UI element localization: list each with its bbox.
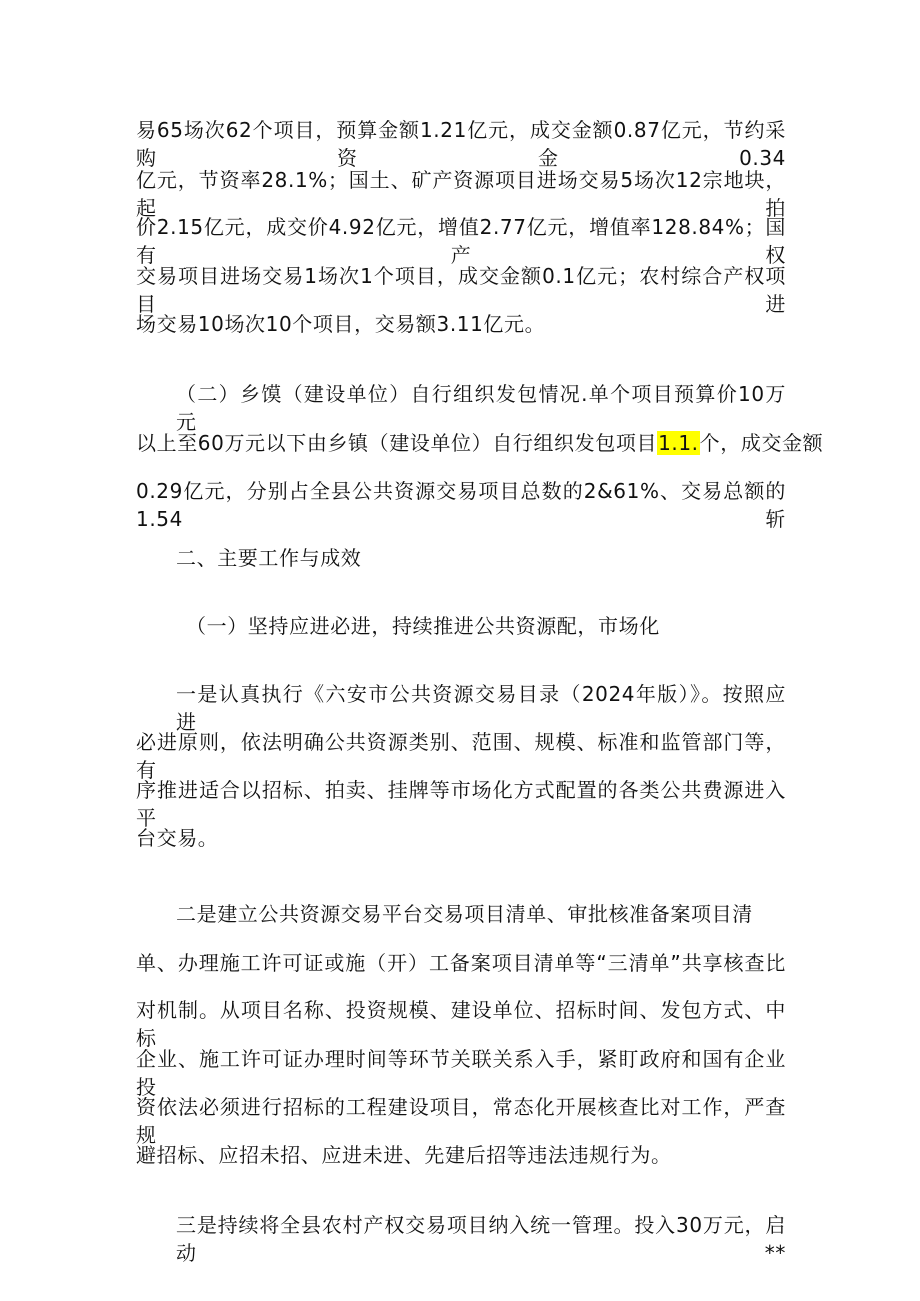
paragraph-3-line-5: 资依法必须进行招标的工程建设项目，常态化开展核查比对工作，严查规 <box>136 1095 786 1147</box>
section-line-2 <box>136 429 824 457</box>
paragraph-2-line-4: 台交易。 <box>136 826 219 850</box>
paragraph-line-3: 价2.15亿元，成交价4.92亿元，增值2.77亿元，增值率128.84%；国有产权 <box>136 215 786 267</box>
paragraph-line-4: 交易项目进场交易1场次1个项目，成交金额0.1亿元；农村综合产权项目进 <box>136 264 786 316</box>
section-line-1: （二）乡馍（建设单位）自行组织发包情况.单个项目预算价10万元 <box>176 382 786 434</box>
main-heading: 二、主要工作与成效 <box>176 546 362 570</box>
paragraph-3-line-2: 单、办理施工许可证或施（开）工备案项目清单等“三清单”共享核查比 <box>136 951 786 975</box>
highlighted-count: 1.1. <box>658 431 699 455</box>
paragraph-4-line-1: 三是持续将全县农村产权交易项目纳入统一管理。投入30万元，启动** <box>176 1213 786 1265</box>
paragraph-line-2: 亿元，节资率28.1%；国土、矿产资源项目进场交易5场次12宗地块，起拍 <box>136 168 786 220</box>
paragraph-line-5: 场交易10场次10个项目，交易额3.11亿元。 <box>136 312 546 336</box>
paragraph-2-line-3: 序推进适合以招标、拍卖、挂牌等市场化方式配置的各类公共费源进入平 <box>136 778 786 830</box>
paragraph-3-line-1: 二是建立公共资源交易平台交易项目清单、审批核准备案项目清 <box>176 902 753 926</box>
paragraph-3-line-4: 企业、施工许可证办理时间等环节关联关系入手，紧盯政府和国有企业投 <box>136 1047 786 1099</box>
paragraph-line-1: 易65场次62个项目，预算金额1.21亿元，成交金额0.87亿元，节约采购资金0.34 <box>136 118 786 170</box>
section-line-2-text-b: 个，成交金额 <box>699 431 824 455</box>
paragraph-3-line-3: 对机制。从项目名称、投资规模、建设单位、招标时间、发包方式、中标 <box>136 998 786 1050</box>
section-line-2-text-a: 以上至60万元以下由乡镇（建设单位）自行组织发包项目 <box>136 431 658 455</box>
paragraph-3-line-6: 避招标、应招未招、应进未进、先建后招等违法违规行为。 <box>136 1143 672 1167</box>
paragraph-2-line-2: 必进原则，依法明确公共资源类别、范围、规模、标准和监管部门等，有 <box>136 730 786 782</box>
section-line-3: 0.29亿元，分别占全县公共资源交易项目总数的2&61%、交易总额的1.54斩 <box>136 479 786 531</box>
subheading: （一）坚持应进必进，持续推进公共资源配，市场化 <box>186 614 660 638</box>
paragraph-2-line-1: 一是认真执行《六安市公共资源交易目录（2024年版）》。按照应进 <box>176 682 786 734</box>
